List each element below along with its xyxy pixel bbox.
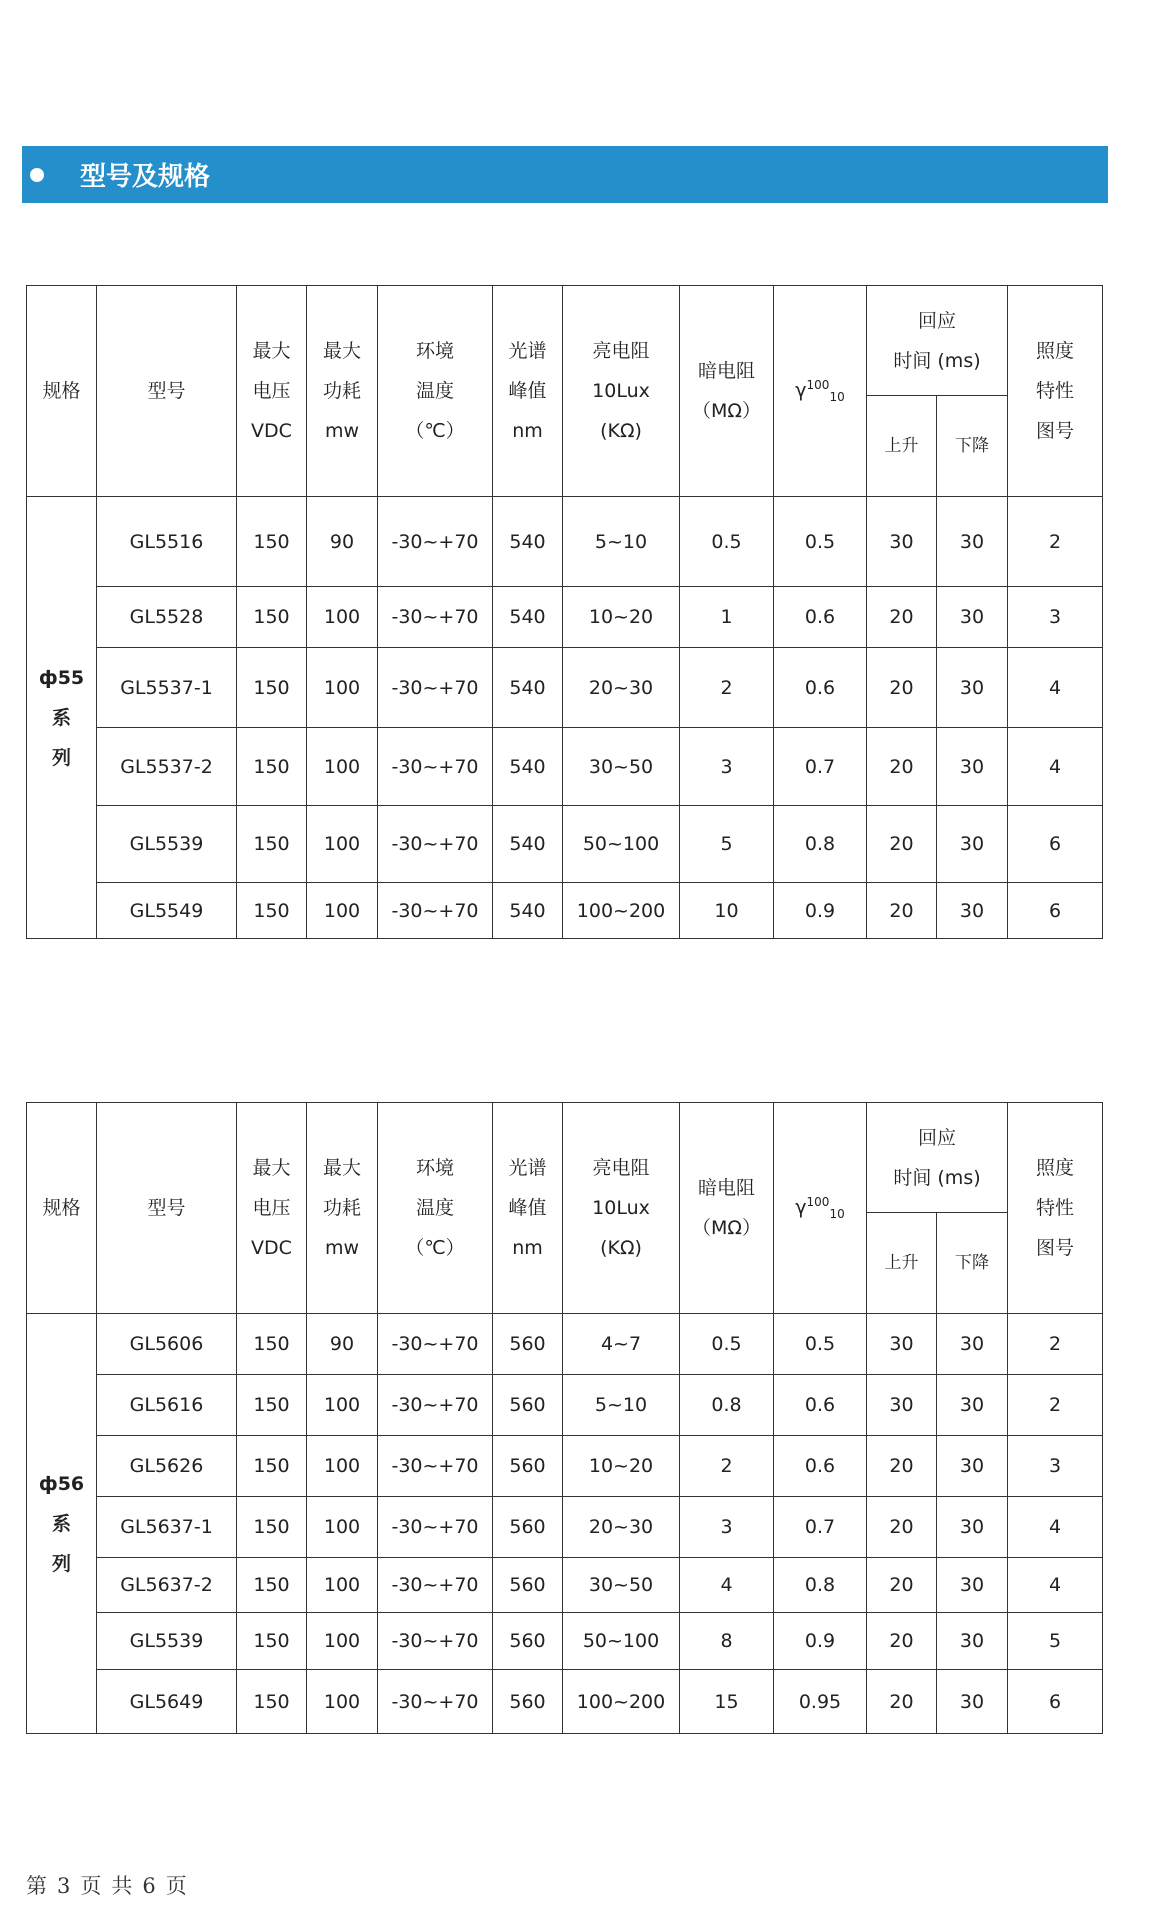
cell-gamma: 0.5 (774, 497, 867, 587)
cell-gamma: 0.8 (774, 806, 867, 883)
cell-gamma: 0.9 (774, 883, 867, 939)
cell-dark-resistance: 1 (680, 587, 774, 648)
cell-dark-resistance: 15 (680, 1670, 774, 1734)
cell-figure-number: 5 (1008, 1613, 1103, 1670)
cell-light-resistance: 20~30 (563, 648, 680, 728)
cell-fall-time: 30 (937, 497, 1008, 587)
cell-max-voltage: 150 (237, 1497, 307, 1558)
header-line: 温度 (415, 380, 454, 402)
cell-dark-resistance: 5 (680, 806, 774, 883)
cell-fall-time: 30 (937, 728, 1008, 806)
header-line: 光谱 (508, 340, 547, 362)
cell-rise-time: 20 (867, 648, 937, 728)
cell-gamma: 0.6 (774, 587, 867, 648)
cell-model: GL5649 (97, 1670, 237, 1734)
cell-fall-time: 30 (937, 648, 1008, 728)
cell-max-voltage: 150 (237, 1670, 307, 1734)
cell-peak-wavelength: 560 (493, 1670, 563, 1734)
header-line: 峰值 (508, 380, 547, 402)
table-row (27, 1670, 1103, 1734)
cell-max-power: 100 (307, 587, 378, 648)
spec-table-1 (26, 285, 1103, 939)
header-line: （℃） (405, 420, 465, 442)
cell-fall-time: 30 (937, 587, 1008, 648)
footer-text: 页 (80, 1874, 104, 1898)
header-line: 时间 (ms) (893, 1166, 981, 1189)
cell-figure-number: 6 (1008, 1670, 1103, 1734)
header-model: 型号 (97, 1103, 237, 1314)
header-max-voltage (237, 1103, 307, 1314)
header-light-resistance (563, 286, 680, 497)
cell-gamma: 0.6 (774, 1436, 867, 1497)
table-row (27, 728, 1103, 806)
cell-rise-time: 20 (867, 1558, 937, 1613)
cell-light-resistance: 50~100 (563, 1613, 680, 1670)
header-figure (1008, 1103, 1103, 1314)
cell-model: GL5637-2 (97, 1558, 237, 1613)
cell-model: GL5606 (97, 1314, 237, 1375)
cell-max-power: 100 (307, 1670, 378, 1734)
cell-peak-wavelength: 560 (493, 1497, 563, 1558)
cell-peak-wavelength: 540 (493, 497, 563, 587)
cell-model: GL5626 (97, 1436, 237, 1497)
cell-rise-time: 20 (867, 883, 937, 939)
table-row (27, 587, 1103, 648)
cell-temperature: -30~+70 (378, 1375, 493, 1436)
header-line: (KΩ) (600, 420, 642, 442)
footer-text: 第 (26, 1874, 49, 1898)
cell-gamma: 0.95 (774, 1670, 867, 1734)
header-max-voltage (237, 286, 307, 497)
table-row (27, 1497, 1103, 1558)
cell-max-voltage: 150 (237, 883, 307, 939)
cell-max-power: 90 (307, 497, 378, 587)
cell-figure-number: 4 (1008, 728, 1103, 806)
header-line: 亮电阻 (592, 340, 650, 362)
header-line: 电压 (252, 380, 291, 402)
header-line: (KΩ) (600, 1237, 642, 1259)
cell-fall-time: 30 (937, 1375, 1008, 1436)
cell-rise-time: 20 (867, 806, 937, 883)
cell-light-resistance: 5~10 (563, 497, 680, 587)
header-line: VDC (251, 420, 292, 442)
header-model: 型号 (97, 286, 237, 497)
cell-light-resistance: 100~200 (563, 1670, 680, 1734)
cell-max-voltage: 150 (237, 497, 307, 587)
cell-dark-resistance: 0.8 (680, 1375, 774, 1436)
table-row (27, 1375, 1103, 1436)
cell-max-power: 100 (307, 648, 378, 728)
cell-light-resistance: 50~100 (563, 806, 680, 883)
cell-max-voltage: 150 (237, 587, 307, 648)
cell-figure-number: 2 (1008, 1375, 1103, 1436)
footer-text: 页 (165, 1874, 189, 1898)
header-line: 照度 (1035, 340, 1074, 362)
cell-temperature: -30~+70 (378, 648, 493, 728)
table-row (27, 648, 1103, 728)
cell-peak-wavelength: 540 (493, 883, 563, 939)
cell-rise-time: 20 (867, 1497, 937, 1558)
cell-rise-time: 30 (867, 497, 937, 587)
cell-fall-time: 30 (937, 1613, 1008, 1670)
header-line: 光谱 (508, 1157, 547, 1179)
header-line: 特性 (1035, 380, 1074, 402)
header-line: 暗电阻 (697, 1177, 755, 1199)
cell-dark-resistance: 8 (680, 1613, 774, 1670)
table-row (27, 497, 1103, 587)
cell-gamma: 0.5 (774, 1314, 867, 1375)
header-line: 时间 (ms) (893, 349, 981, 372)
header-rise: 上升 (867, 396, 937, 497)
cell-gamma: 0.7 (774, 1497, 867, 1558)
cell-figure-number: 3 (1008, 587, 1103, 648)
header-rise: 上升 (867, 1213, 937, 1314)
cell-dark-resistance: 3 (680, 1497, 774, 1558)
page-footer (26, 1870, 197, 1900)
cell-model: GL5549 (97, 883, 237, 939)
header-fall: 下降 (937, 396, 1008, 497)
header-line: mw (324, 420, 360, 442)
total-pages: 6 (142, 1874, 158, 1898)
cell-max-power: 100 (307, 1613, 378, 1670)
cell-figure-number: 2 (1008, 1314, 1103, 1375)
cell-fall-time: 30 (937, 883, 1008, 939)
table-row (27, 1314, 1103, 1375)
header-line: （MΩ） (692, 1217, 761, 1239)
header-gamma: $\gamma^{100}_{10}$ (774, 286, 867, 497)
cell-fall-time: 30 (937, 1670, 1008, 1734)
header-line: 亮电阻 (592, 1157, 650, 1179)
cell-peak-wavelength: 560 (493, 1558, 563, 1613)
cell-gamma: 0.6 (774, 648, 867, 728)
header-line: 图号 (1035, 1237, 1074, 1259)
cell-gamma: 0.6 (774, 1375, 867, 1436)
cell-fall-time: 30 (937, 1436, 1008, 1497)
header-line: 电压 (252, 1197, 291, 1219)
cell-figure-number: 3 (1008, 1436, 1103, 1497)
cell-peak-wavelength: 540 (493, 648, 563, 728)
cell-peak-wavelength: 540 (493, 587, 563, 648)
header-line: 功耗 (322, 1197, 361, 1219)
bullet-icon (30, 168, 44, 182)
cell-max-voltage: 150 (237, 648, 307, 728)
header-line: mw (324, 1237, 360, 1259)
spec-table-2 (26, 1102, 1103, 1734)
header-line: VDC (251, 1237, 292, 1259)
table-row (27, 1436, 1103, 1497)
header-max-power (307, 1103, 378, 1314)
cell-model: GL5637-1 (97, 1497, 237, 1558)
cell-figure-number: 2 (1008, 497, 1103, 587)
cell-fall-time: 30 (937, 1314, 1008, 1375)
header-peak (493, 1103, 563, 1314)
cell-max-voltage: 150 (237, 1314, 307, 1375)
cell-light-resistance: 4~7 (563, 1314, 680, 1375)
cell-fall-time: 30 (937, 1558, 1008, 1613)
cell-gamma: 0.8 (774, 1558, 867, 1613)
cell-rise-time: 20 (867, 1613, 937, 1670)
cell-rise-time: 20 (867, 1670, 937, 1734)
header-line: 最大 (322, 340, 361, 362)
cell-model: GL5537-1 (97, 648, 237, 728)
header-line: 最大 (252, 1157, 291, 1179)
cell-peak-wavelength: 560 (493, 1436, 563, 1497)
cell-max-power: 100 (307, 1375, 378, 1436)
header-line: 回应 (917, 1126, 956, 1149)
header-line: nm (512, 1237, 543, 1259)
table-row (27, 1558, 1103, 1613)
header-line: 功耗 (322, 380, 361, 402)
cell-light-resistance: 100~200 (563, 883, 680, 939)
cell-max-voltage: 150 (237, 1375, 307, 1436)
table-row (27, 806, 1103, 883)
header-line: 10Lux (592, 1197, 650, 1219)
cell-max-power: 100 (307, 1436, 378, 1497)
cell-temperature: -30~+70 (378, 1314, 493, 1375)
series-label: ф56 系 列 (27, 1314, 97, 1734)
header-line: 温度 (415, 1197, 454, 1219)
header-line: 图号 (1035, 420, 1074, 442)
cell-max-voltage: 150 (237, 1613, 307, 1670)
cell-light-resistance: 5~10 (563, 1375, 680, 1436)
cell-peak-wavelength: 540 (493, 728, 563, 806)
cell-dark-resistance: 3 (680, 728, 774, 806)
footer-text: 共 (111, 1874, 135, 1898)
cell-max-voltage: 150 (237, 806, 307, 883)
cell-light-resistance: 30~50 (563, 728, 680, 806)
cell-peak-wavelength: 560 (493, 1314, 563, 1375)
cell-figure-number: 6 (1008, 806, 1103, 883)
cell-temperature: -30~+70 (378, 587, 493, 648)
cell-max-power: 90 (307, 1314, 378, 1375)
header-dark-resistance (680, 1103, 774, 1314)
cell-rise-time: 20 (867, 1436, 937, 1497)
cell-model: GL5537-2 (97, 728, 237, 806)
cell-figure-number: 4 (1008, 1497, 1103, 1558)
cell-max-voltage: 150 (237, 728, 307, 806)
cell-temperature: -30~+70 (378, 883, 493, 939)
cell-light-resistance: 30~50 (563, 1558, 680, 1613)
cell-dark-resistance: 2 (680, 648, 774, 728)
cell-max-power: 100 (307, 806, 378, 883)
cell-rise-time: 20 (867, 728, 937, 806)
cell-figure-number: 6 (1008, 883, 1103, 939)
header-peak (493, 286, 563, 497)
cell-max-power: 100 (307, 728, 378, 806)
cell-max-power: 100 (307, 883, 378, 939)
header-line: 最大 (322, 1157, 361, 1179)
cell-peak-wavelength: 560 (493, 1613, 563, 1670)
cell-temperature: -30~+70 (378, 497, 493, 587)
header-gamma: $\gamma^{100}_{10}$ (774, 1103, 867, 1314)
header-max-power (307, 286, 378, 497)
header-light-resistance (563, 1103, 680, 1314)
cell-model: GL5516 (97, 497, 237, 587)
cell-max-voltage: 150 (237, 1558, 307, 1613)
header-line: 特性 (1035, 1197, 1074, 1219)
cell-max-power: 100 (307, 1497, 378, 1558)
header-line: 峰值 (508, 1197, 547, 1219)
cell-peak-wavelength: 540 (493, 806, 563, 883)
cell-peak-wavelength: 560 (493, 1375, 563, 1436)
header-line: （MΩ） (692, 400, 761, 422)
cell-fall-time: 30 (937, 1497, 1008, 1558)
header-line: （℃） (405, 1237, 465, 1259)
header-line: 回应 (917, 309, 956, 332)
section-banner (22, 146, 1108, 203)
cell-max-power: 100 (307, 1558, 378, 1613)
cell-figure-number: 4 (1008, 1558, 1103, 1613)
cell-model: GL5616 (97, 1375, 237, 1436)
cell-temperature: -30~+70 (378, 806, 493, 883)
table-row (27, 1613, 1103, 1670)
cell-dark-resistance: 2 (680, 1436, 774, 1497)
header-spec: 规格 (27, 286, 97, 497)
header-line: nm (512, 420, 543, 442)
header-line: 暗电阻 (697, 360, 755, 382)
cell-light-resistance: 10~20 (563, 587, 680, 648)
section-title: 型号及规格 (80, 162, 211, 192)
header-line: 照度 (1035, 1157, 1074, 1179)
cell-fall-time: 30 (937, 806, 1008, 883)
cell-rise-time: 30 (867, 1314, 937, 1375)
header-line: 最大 (252, 340, 291, 362)
cell-temperature: -30~+70 (378, 1670, 493, 1734)
header-temperature (378, 1103, 493, 1314)
cell-dark-resistance: 4 (680, 1558, 774, 1613)
table-row (27, 883, 1103, 939)
header-response-time (867, 1103, 1008, 1213)
header-line: 环境 (415, 1157, 454, 1179)
cell-dark-resistance: 0.5 (680, 1314, 774, 1375)
cell-figure-number: 4 (1008, 648, 1103, 728)
header-temperature (378, 286, 493, 497)
cell-rise-time: 30 (867, 1375, 937, 1436)
cell-dark-resistance: 10 (680, 883, 774, 939)
cell-temperature: -30~+70 (378, 1436, 493, 1497)
cell-gamma: 0.7 (774, 728, 867, 806)
header-dark-resistance (680, 286, 774, 497)
cell-dark-resistance: 0.5 (680, 497, 774, 587)
series-label: ф55 系 列 (27, 497, 97, 939)
cell-model: GL5528 (97, 587, 237, 648)
current-page: 3 (57, 1874, 73, 1898)
cell-temperature: -30~+70 (378, 1558, 493, 1613)
cell-gamma: 0.9 (774, 1613, 867, 1670)
cell-temperature: -30~+70 (378, 1497, 493, 1558)
cell-light-resistance: 20~30 (563, 1497, 680, 1558)
cell-rise-time: 20 (867, 587, 937, 648)
header-line: 环境 (415, 340, 454, 362)
cell-temperature: -30~+70 (378, 728, 493, 806)
cell-model: GL5539 (97, 806, 237, 883)
cell-max-voltage: 150 (237, 1436, 307, 1497)
cell-model: GL5539 (97, 1613, 237, 1670)
header-fall: 下降 (937, 1213, 1008, 1314)
header-spec: 规格 (27, 1103, 97, 1314)
header-figure (1008, 286, 1103, 497)
header-line: 10Lux (592, 380, 650, 402)
cell-temperature: -30~+70 (378, 1613, 493, 1670)
cell-light-resistance: 10~20 (563, 1436, 680, 1497)
header-response-time (867, 286, 1008, 396)
